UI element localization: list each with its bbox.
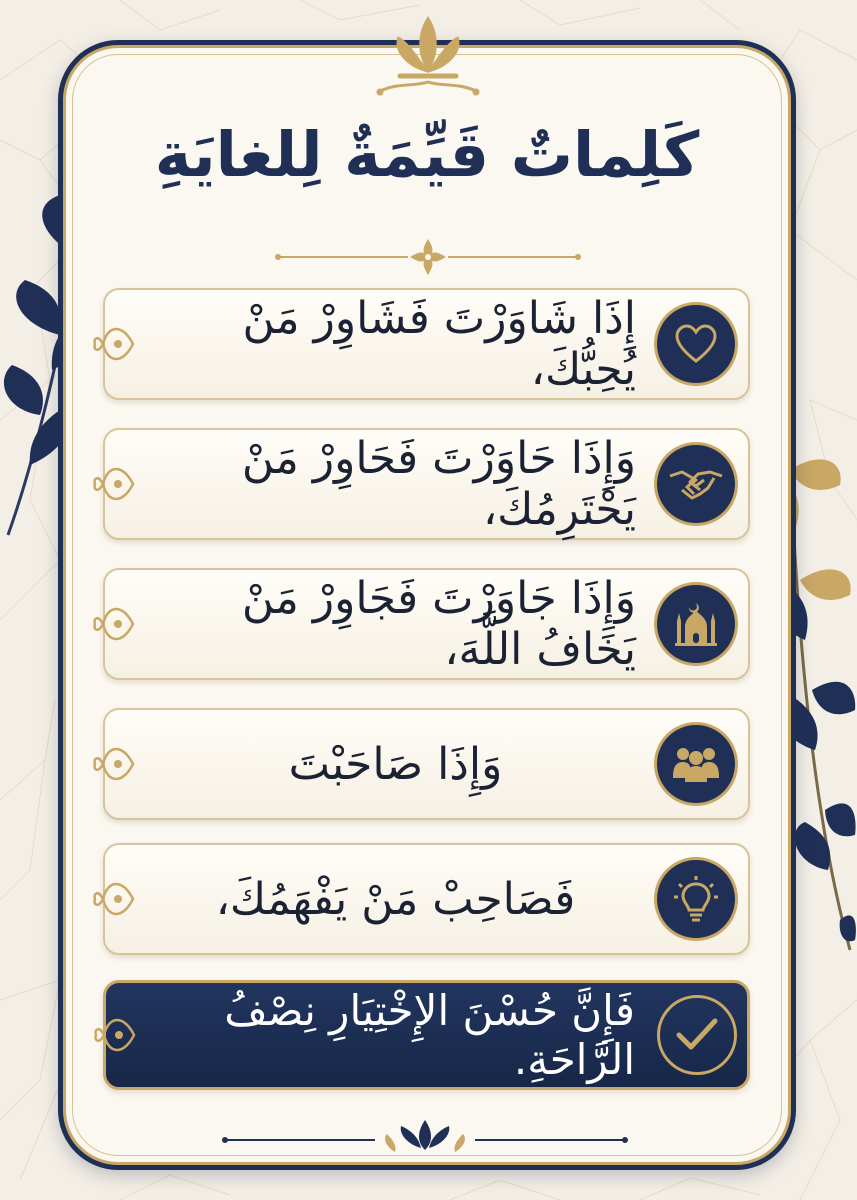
group-icon (654, 722, 738, 806)
quote-text: إِذَا شَاوَرْتَ فَشَاوِرْ مَنْ يُحِبُّكَ، (242, 293, 636, 395)
flourish-icon (93, 869, 139, 929)
title-divider-ornament (268, 232, 588, 282)
quote-line-4 (103, 708, 750, 820)
quote-text: وَإِذَا صَاحَبْتَ (288, 738, 503, 790)
bottom-lotus-ornament (215, 1112, 635, 1162)
quote-text: وَإِذَا حَاوَرْتَ فَحَاوِرْ مَنْ يَحْتَرِمُكَ، (241, 433, 636, 535)
flourish-icon (93, 314, 139, 374)
checkmark-icon (657, 995, 737, 1075)
flourish-icon (94, 1005, 140, 1065)
quote-line-2 (103, 428, 750, 540)
lightbulb-icon (654, 857, 738, 941)
mosque-icon (654, 582, 738, 666)
quote-text: وَإِذَا جَاوَرْتَ فَجَاوِرْ مَنْ يَخَافُ اللَّهَ، (241, 573, 636, 675)
quote-line-5 (103, 843, 750, 955)
quote-text: فَصَاحِبْ مَنْ يَفْهَمُكَ، (215, 873, 576, 925)
quote-line-6-conclusion (103, 980, 750, 1090)
top-fleur-ornament (368, 12, 488, 102)
flourish-icon (93, 594, 139, 654)
flourish-icon (93, 734, 139, 794)
quote-line-3 (103, 568, 750, 680)
flourish-icon (93, 454, 139, 514)
handshake-icon (654, 442, 738, 526)
quote-line-1 (103, 288, 750, 400)
quote-text: فَإِنَّ حُسْنَ الإِخْتِيَارِ نِصْفُ الرَّاحَةِ. (224, 986, 635, 1084)
page-title: كَلِماتٌ قَيِّمَةٌ لِلغايَةِ (154, 118, 700, 191)
heart-icon (654, 302, 738, 386)
